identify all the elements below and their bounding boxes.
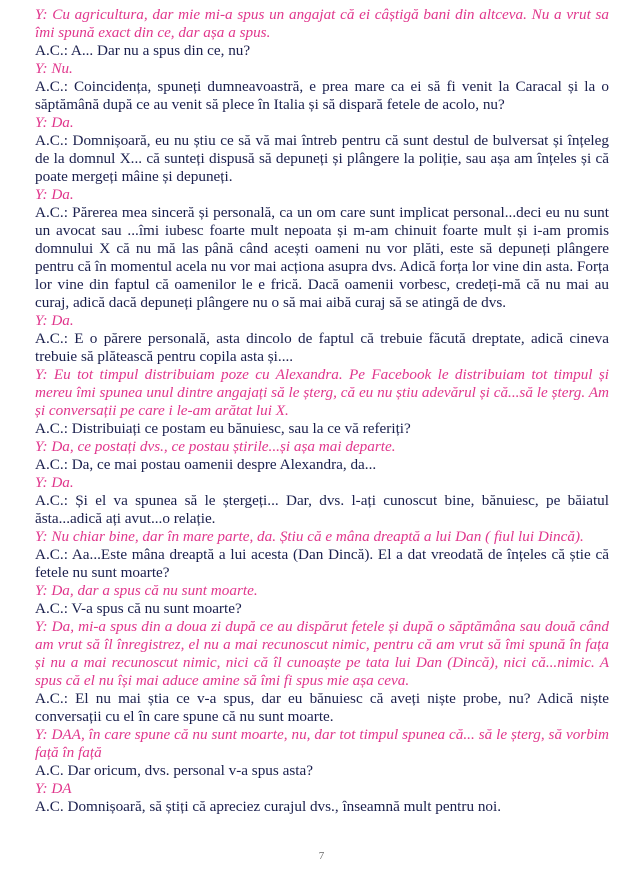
- interviewer-line: A.C.: Da, ce mai postau oamenii despre Alexandra, da...: [35, 456, 377, 473]
- interviewer-line: A.C.: Aa...Este mâna dreaptă a lui acesta (Dan Dincă). El a dat vreodată de înțeles că știe că fetele nu sunt moarte?: [35, 546, 609, 581]
- interviewer-line: A.C.: A... Dar nu a spus din ce, nu?: [35, 42, 251, 59]
- interviewer-line: A.C.: Părerea mea sinceră și personală, ca un om care sunt implicat personal...deci eu nu sunt un avocat sau ...îmi iubesc foarte mult nepoata și m-am chinuit foarte mult și i-am promis domnului X că nu mă las până când acești oameni nu vor plăti, este să depuneți plângere pentru că în momentul acela nu vor mai acționa asupra dvs. Adică forța lor vine din asta. Forța lor vine din faptul că oamenilor le e frică. Dacă oamenii vorbesc, credeți-mă că nu mai au curaj, adică dacă depuneți plângere nu o să mai aibă curaj să se atingă de dvs.: [35, 204, 609, 311]
- interviewee-line: Y: Da.: [35, 312, 74, 329]
- interviewee-line: Y: Da, ce postați dvs., ce postau știrile...și așa mai departe.: [35, 438, 396, 455]
- interviewee-line: Y: Cu agricultura, dar mie mi-a spus un angajat că ei câștigă bani din altceva. Nu a vrut sa îmi spună exact din ce, dar așa a spus.: [35, 6, 609, 41]
- interviewer-line: A.C. Dar oricum, dvs. personal v-a spus asta?: [35, 762, 313, 779]
- interviewee-line: Y: Da.: [35, 114, 74, 131]
- interviewer-line: A.C.: El nu mai știa ce v-a spus, dar eu bănuiesc că aveți niște probe, nu? Adică niște conversații cu el în care spune că nu sunt moarte.: [35, 690, 609, 725]
- interviewer-line: A.C.: V-a spus că nu sunt moarte?: [35, 600, 242, 617]
- interviewer-line: A.C.: Coincidența, spuneți dumneavoastră, e prea mare ca ei să fi venit la Caracal și la o săptămână după ce au venit să plece în Italia și să dispară fetele de acolo, nu?: [35, 78, 609, 113]
- interviewer-line: A.C.: E o părere personală, asta dincolo de faptul că trebuie făcută dreptate, adică cineva trebuie să plătească pentru copila asta și....: [35, 330, 609, 365]
- interviewer-line: A.C.: Domnișoară, eu nu știu ce să vă mai întreb pentru că sunt destul de bulversat și înțeleg de la domnul X... că sunteți dispusă să depuneți și plângere la poliție, sau așa am înțeles și că poate mergeți mâine și depuneți.: [35, 132, 609, 185]
- interviewee-line: Y: DAA, în care spune că nu sunt moarte, nu, dar tot timpul spunea că... să le șterg, să vorbim față în față: [35, 726, 609, 761]
- interviewee-line: Y: Da.: [35, 474, 74, 491]
- interviewer-line: A.C. Domnișoară, să știți că apreciez curajul dvs., înseamnă mult pentru noi.: [35, 798, 502, 815]
- document-page: [35, 6, 609, 816]
- interviewee-line: Y: Nu.: [35, 60, 73, 77]
- interviewer-line: A.C.: Distribuiați ce postam eu bănuiesc, sau la ce vă referiți?: [35, 420, 411, 437]
- interviewee-line: Y: Da, dar a spus că nu sunt moarte.: [35, 582, 258, 599]
- interviewee-line: Y: DA: [35, 780, 72, 797]
- interviewee-line: Y: Da.: [35, 186, 74, 203]
- interviewee-line: Y: Nu chiar bine, dar în mare parte, da. Știu că e mâna dreaptă a lui Dan ( fiul lui Dincă).: [35, 528, 584, 545]
- interviewee-line: Y: Eu tot timpul distribuiam poze cu Alexandra. Pe Facebook le distribuiam tot timpul și mereu îmi spunea unul dintre angajați să le șterg, că eu nu știu adevărul și că...să le șterg. Am și conversații pe care i le-am arătat lui X.: [35, 366, 609, 419]
- page-number: 7: [318, 850, 325, 862]
- interviewer-line: A.C.: Și el va spunea să le ștergeți... Dar, dvs. l-ați cunoscut bine, bănuiesc, pe băiatul ăsta...adică ați avut...o relație.: [35, 492, 609, 527]
- interviewee-line: Y: Da, mi-a spus din a doua zi după ce au dispărut fetele și după o săptămâna sau două când am vrut să îl înregistrez, el nu a mai recunoscut nimic, pentru că am vrut să îmi spună în fața și nu a mai recunoscut nimic, nici că îl cunoaște pe tata lui Dan (Dincă), nici că...nimic. A spus că el nu își mai aduce amine să îmi fi spus mie așa ceva.: [35, 618, 609, 689]
